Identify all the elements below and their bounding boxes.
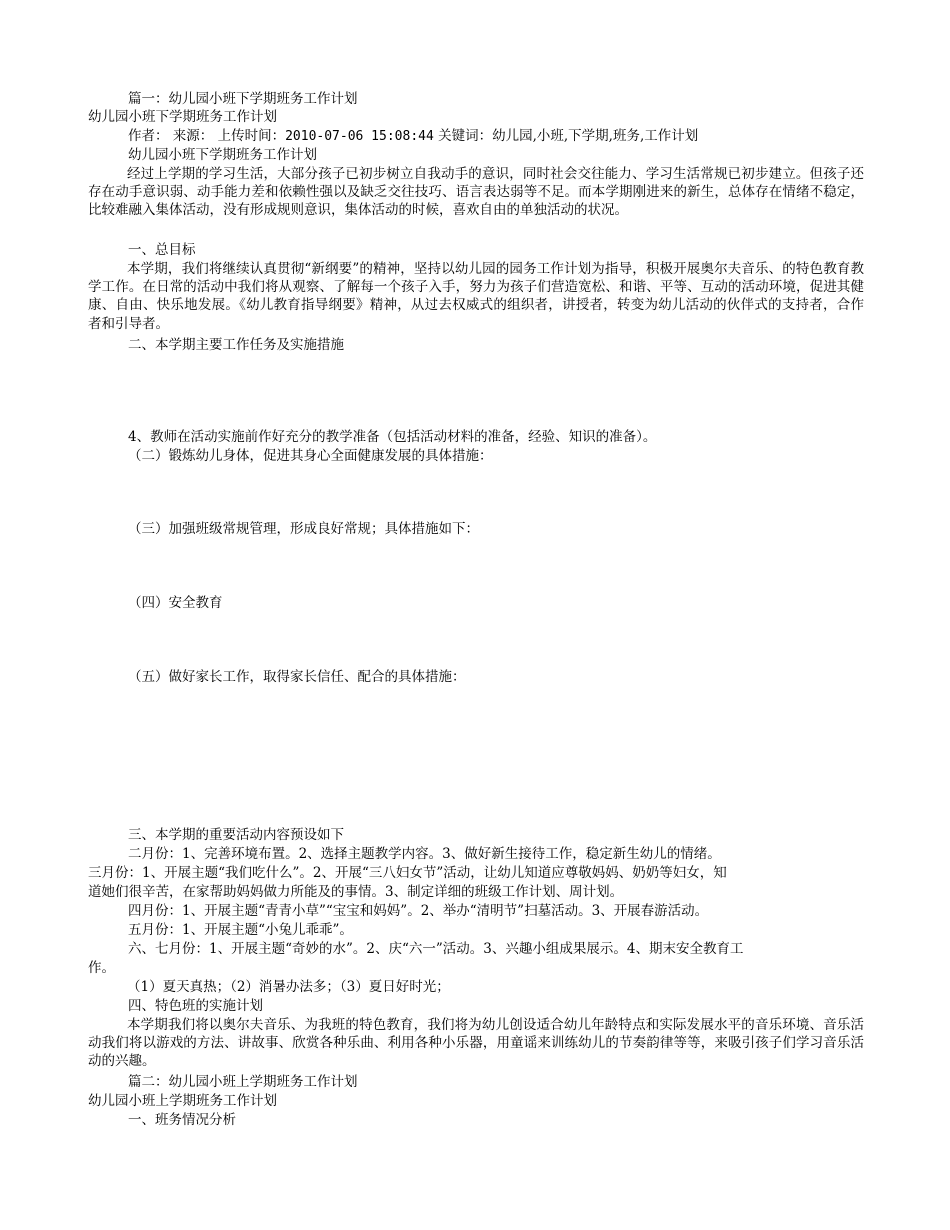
- heading-overall-goal: 一、总目标: [128, 242, 196, 258]
- intro-paragraph: 经过上学期的学习生活，大部分孩子已初步树立自我动手的意识，同时社会交往能力、学习生活常规已初步建立。但孩子还存在动手意识弱、动手能力差和依赖性强以及缺乏交往技巧、语言表达弱等不足。而本学期刚进来的新生，总体存在情绪不稳定，比较难融入集体活动，没有形成规则意识，集体活动的时候，喜欢自由的单独活动的状况。: [88, 166, 864, 219]
- activity-june-july-line1: 六、七月份：1、开展主题“奇妙的水”。2、庆“六一”活动。3、兴趣小组成果展示。4、期末安全教育工: [128, 941, 744, 957]
- heading-special-class: 四、特色班的实施计划: [128, 998, 263, 1014]
- activity-april: 四月份：1、开展主题“青青小草”“宝宝和妈妈”。2、举办“清明节”扫墓活动。3、开展春游活动。: [128, 903, 709, 919]
- goal-paragraph: 本学期，我们将继续认真贯彻“新纲要”的精神，坚持以幼儿园的园务工作计划为指导，积极开展奥尔夫音乐、的特色教育教学工作。在日常的活动中我们将从观察、了解每一个孩子入手，努力为孩子们营造宽松、和谐、平等、互动的活动环境，促进其健康、自由、快乐地发展。《幼儿教育指导纲要》精神，从过去权威式的组织者，讲授者，转变为幼儿活动的伙伴式的支持者，合作者和引导者。: [88, 261, 864, 332]
- heading-main-tasks: 二、本学期主要工作任务及实施措施: [128, 337, 344, 353]
- document-title-part2: 幼儿园小班上学期班务工作计划: [88, 1093, 277, 1109]
- meta-prefix: 作者： 来源： 上传时间：: [128, 128, 286, 144]
- heading-class-analysis: 一、班务情况分析: [128, 1112, 236, 1128]
- summer-topics: （1）夏天真热；（2）消暑办法多；（3）夏日好时光；: [127, 979, 450, 995]
- subheading-4: （四）安全教育: [128, 595, 223, 611]
- meta-keywords: 关键词：幼儿园,小班,下学期,班务,工作计划: [433, 128, 699, 144]
- subheading-3: （三）加强班级常规管理，形成良好常规；具体措施如下：: [128, 521, 479, 537]
- subheading-2: （二）锻炼幼儿身体，促进其身心全面健康发展的具体措施：: [128, 448, 493, 464]
- document-title: 幼儿园小班下学期班务工作计划: [88, 109, 277, 125]
- section-heading-part1: 篇一：幼儿园小班下学期班务工作计划: [128, 91, 358, 107]
- heading-activities: 三、本学期的重要活动内容预设如下: [128, 827, 344, 843]
- meta-info-line: [128, 127, 864, 146]
- activity-may: 五月份：1、开展主题“小兔儿乖乖”。: [128, 922, 353, 938]
- activity-march-line2: 道她们很辛苦，在家帮助妈妈做力所能及的事情。3、制定详细的班级工作计划、周计划。: [88, 884, 624, 900]
- meta-upload-time: 2010-07-06 15:08:44: [285, 129, 434, 144]
- activity-march-line1: 三月份：1、开展主题“我们吃什么”。2、开展“三八妇女节”活动，让幼儿知道应尊敬妈妈、奶奶等妇女，知: [88, 865, 727, 881]
- activity-february: 二月份：1、完善环境布置。2、选择主题教学内容。3、做好新生接待工作，稳定新生幼儿的情绪。: [128, 846, 721, 862]
- task-item-4: 4、教师在活动实施前作好充分的教学准备（包括活动材料的准备，经验、知识的准备）。: [128, 429, 657, 445]
- activity-june-july-line2: 作。: [88, 960, 115, 976]
- special-class-paragraph: 本学期我们将以奥尔夫音乐、为我班的特色教育，我们将为幼儿创设适合幼儿年龄特点和实际发展水平的音乐环境、音乐活动我们将以游戏的方法、讲故事、欣赏各种乐曲、利用各种小乐器，用童谣来训练幼儿的节奏韵律等等，来吸引孩子们学习音乐活动的兴趣。: [88, 1017, 864, 1070]
- section-heading-part2: 篇二：幼儿园小班上学期班务工作计划: [128, 1074, 358, 1090]
- document-subtitle: 幼儿园小班下学期班务工作计划: [128, 147, 317, 163]
- subheading-5: （五）做好家长工作，取得家长信任、配合的具体措施：: [128, 669, 466, 685]
